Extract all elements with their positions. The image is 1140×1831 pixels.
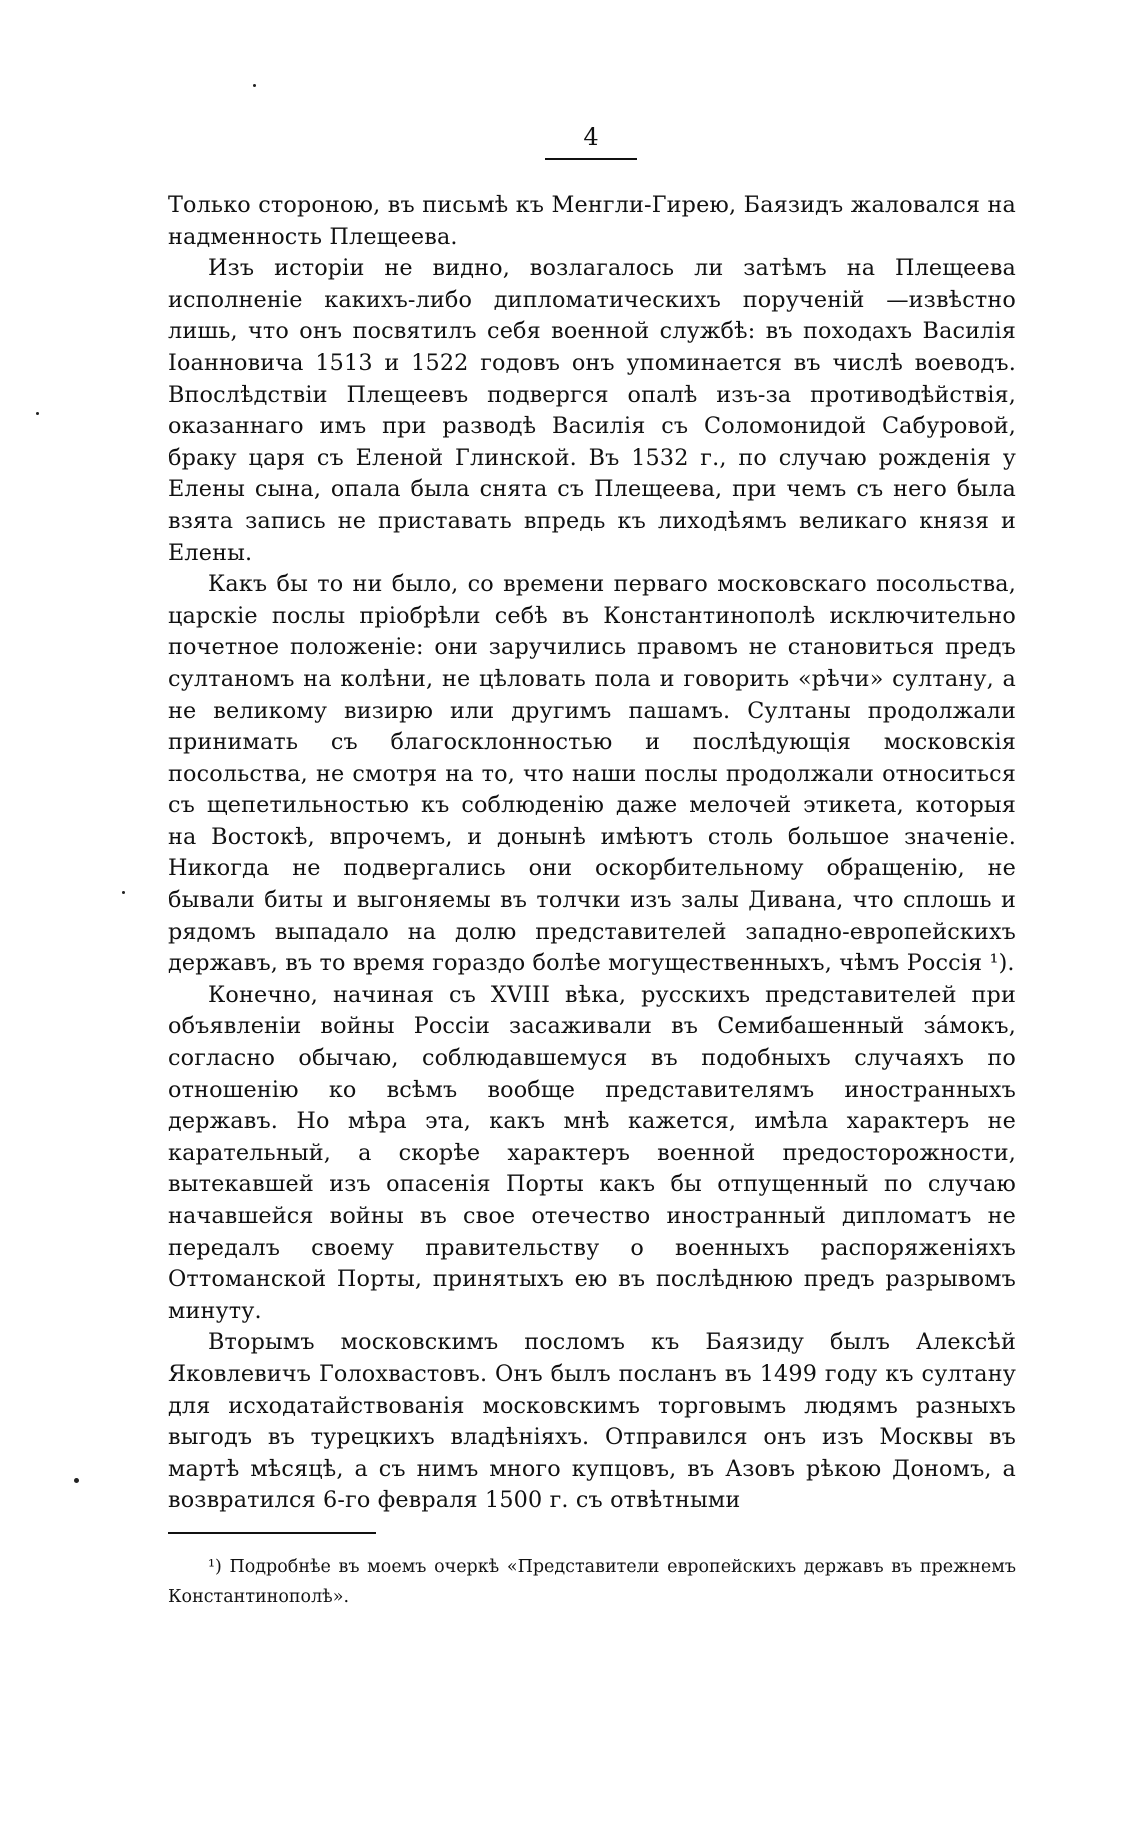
scan-speck [74,1478,79,1483]
paragraph-2: Изъ исторіи не видно, возлагалось ли затѣмъ на Плещеева исполненіе какихъ-либо дипломатическихъ порученій —извѣстно лишь, что онъ посвятилъ себя военной службѣ: въ походахъ Василія Іоанновича 1513 и 1522 годовъ онъ упоминается въ числѣ воеводъ. Впослѣдствіи Плещеевъ подвергся опалѣ изъ-за противодѣйствія, оказаннаго имъ при разводѣ Василія съ Соломонидой Сабуровой, браку царя съ Еленой Глинской. Въ 1532 г., по случаю рожденія у Елены сына, опала была снята съ Плещеева, при чемъ съ него была взята запись не приставать впредь къ лиходѣямъ великаго князя и Елены. [168,255,1016,566]
paragraph-3: Какъ бы то ни было, со времени перваго московскаго посольства, царскіе послы пріобрѣли себѣ въ Константинополѣ исключительно почетное положеніе: они заручились правомъ не становиться предъ султаномъ на колѣни, не цѣловать пола и говорить «рѣчи» султану, а не великому визирю или другимъ пашамъ. Султаны продолжали принимать съ благосклонностью и послѣдующія московскія посольства, не смотря на то, что наши послы продолжали относиться съ щепетильностью къ соблюденію даже мелочей этикета, которыя на Востокѣ, впрочемъ, и донынѣ имѣютъ столь большое значеніе. Никогда не подвергались они оскорбительному обращенію, не бывали биты и выгоняемы въ толчки изъ залы Дивана, что сплошь и рядомъ выпадало на долю представителей западно-европейскихъ державъ, въ то время гораздо болѣе могущественныхъ, чѣмъ Россія ¹). [168,571,1016,977]
scan-speck [253,84,256,87]
footnote: ¹) Подробнѣе въ моемъ очеркѣ «Представители европейскихъ державъ въ прежнемъ Константинополѣ». [168,1557,1016,1607]
scan-speck [36,412,39,415]
paragraph-4: Конечно, начиная съ XVIII вѣка, русскихъ представителей при объявленіи войны Россіи засаживали въ Семибашенный зáмокъ, согласно обычаю, соблюдавшемуся въ подобныхъ случаяхъ по отношенію ко всѣмъ вообще представителямъ иностранныхъ державъ. Но мѣра эта, какъ мнѣ кажется, имѣла характеръ не карательный, а скорѣе характеръ военной предосторожности, вытекавшей изъ опасенія Порты какъ бы отпущенный по случаю начавшейся войны въ свое отечество иностранный дипломатъ не передалъ своему правительству о военныхъ распоряженіяхъ Оттоманской Порты, принятыхъ ею въ послѣднюю предъ разрывомъ минуту. [168,981,1016,1324]
paragraph-5: Вторымъ московскимъ посломъ къ Баязиду былъ Алексѣй Яковлевичъ Голохвастовъ. Онъ былъ посланъ въ 1499 году къ султану для исходатайствованія московскимъ торговымъ людямъ разныхъ выгодъ въ турецкихъ владѣніяхъ. Отправился онъ изъ Москвы въ мартѣ мѣсяцѣ, а съ нимъ много купцовъ, въ Азовъ рѣкою Дономъ, а возвратился 6-го февраля 1500 г. съ отвѣтными [168,1329,1016,1514]
paragraph-1: Только стороною, въ письмѣ къ Менгли-Гирею, Баязидъ жаловался на надменность Плещеева. [168,192,1016,250]
footnote-rule [168,1532,376,1534]
scan-speck [122,891,125,894]
page-number: 4 [583,123,599,151]
body-text [168,190,1016,1517]
page-number-rule [545,158,637,160]
